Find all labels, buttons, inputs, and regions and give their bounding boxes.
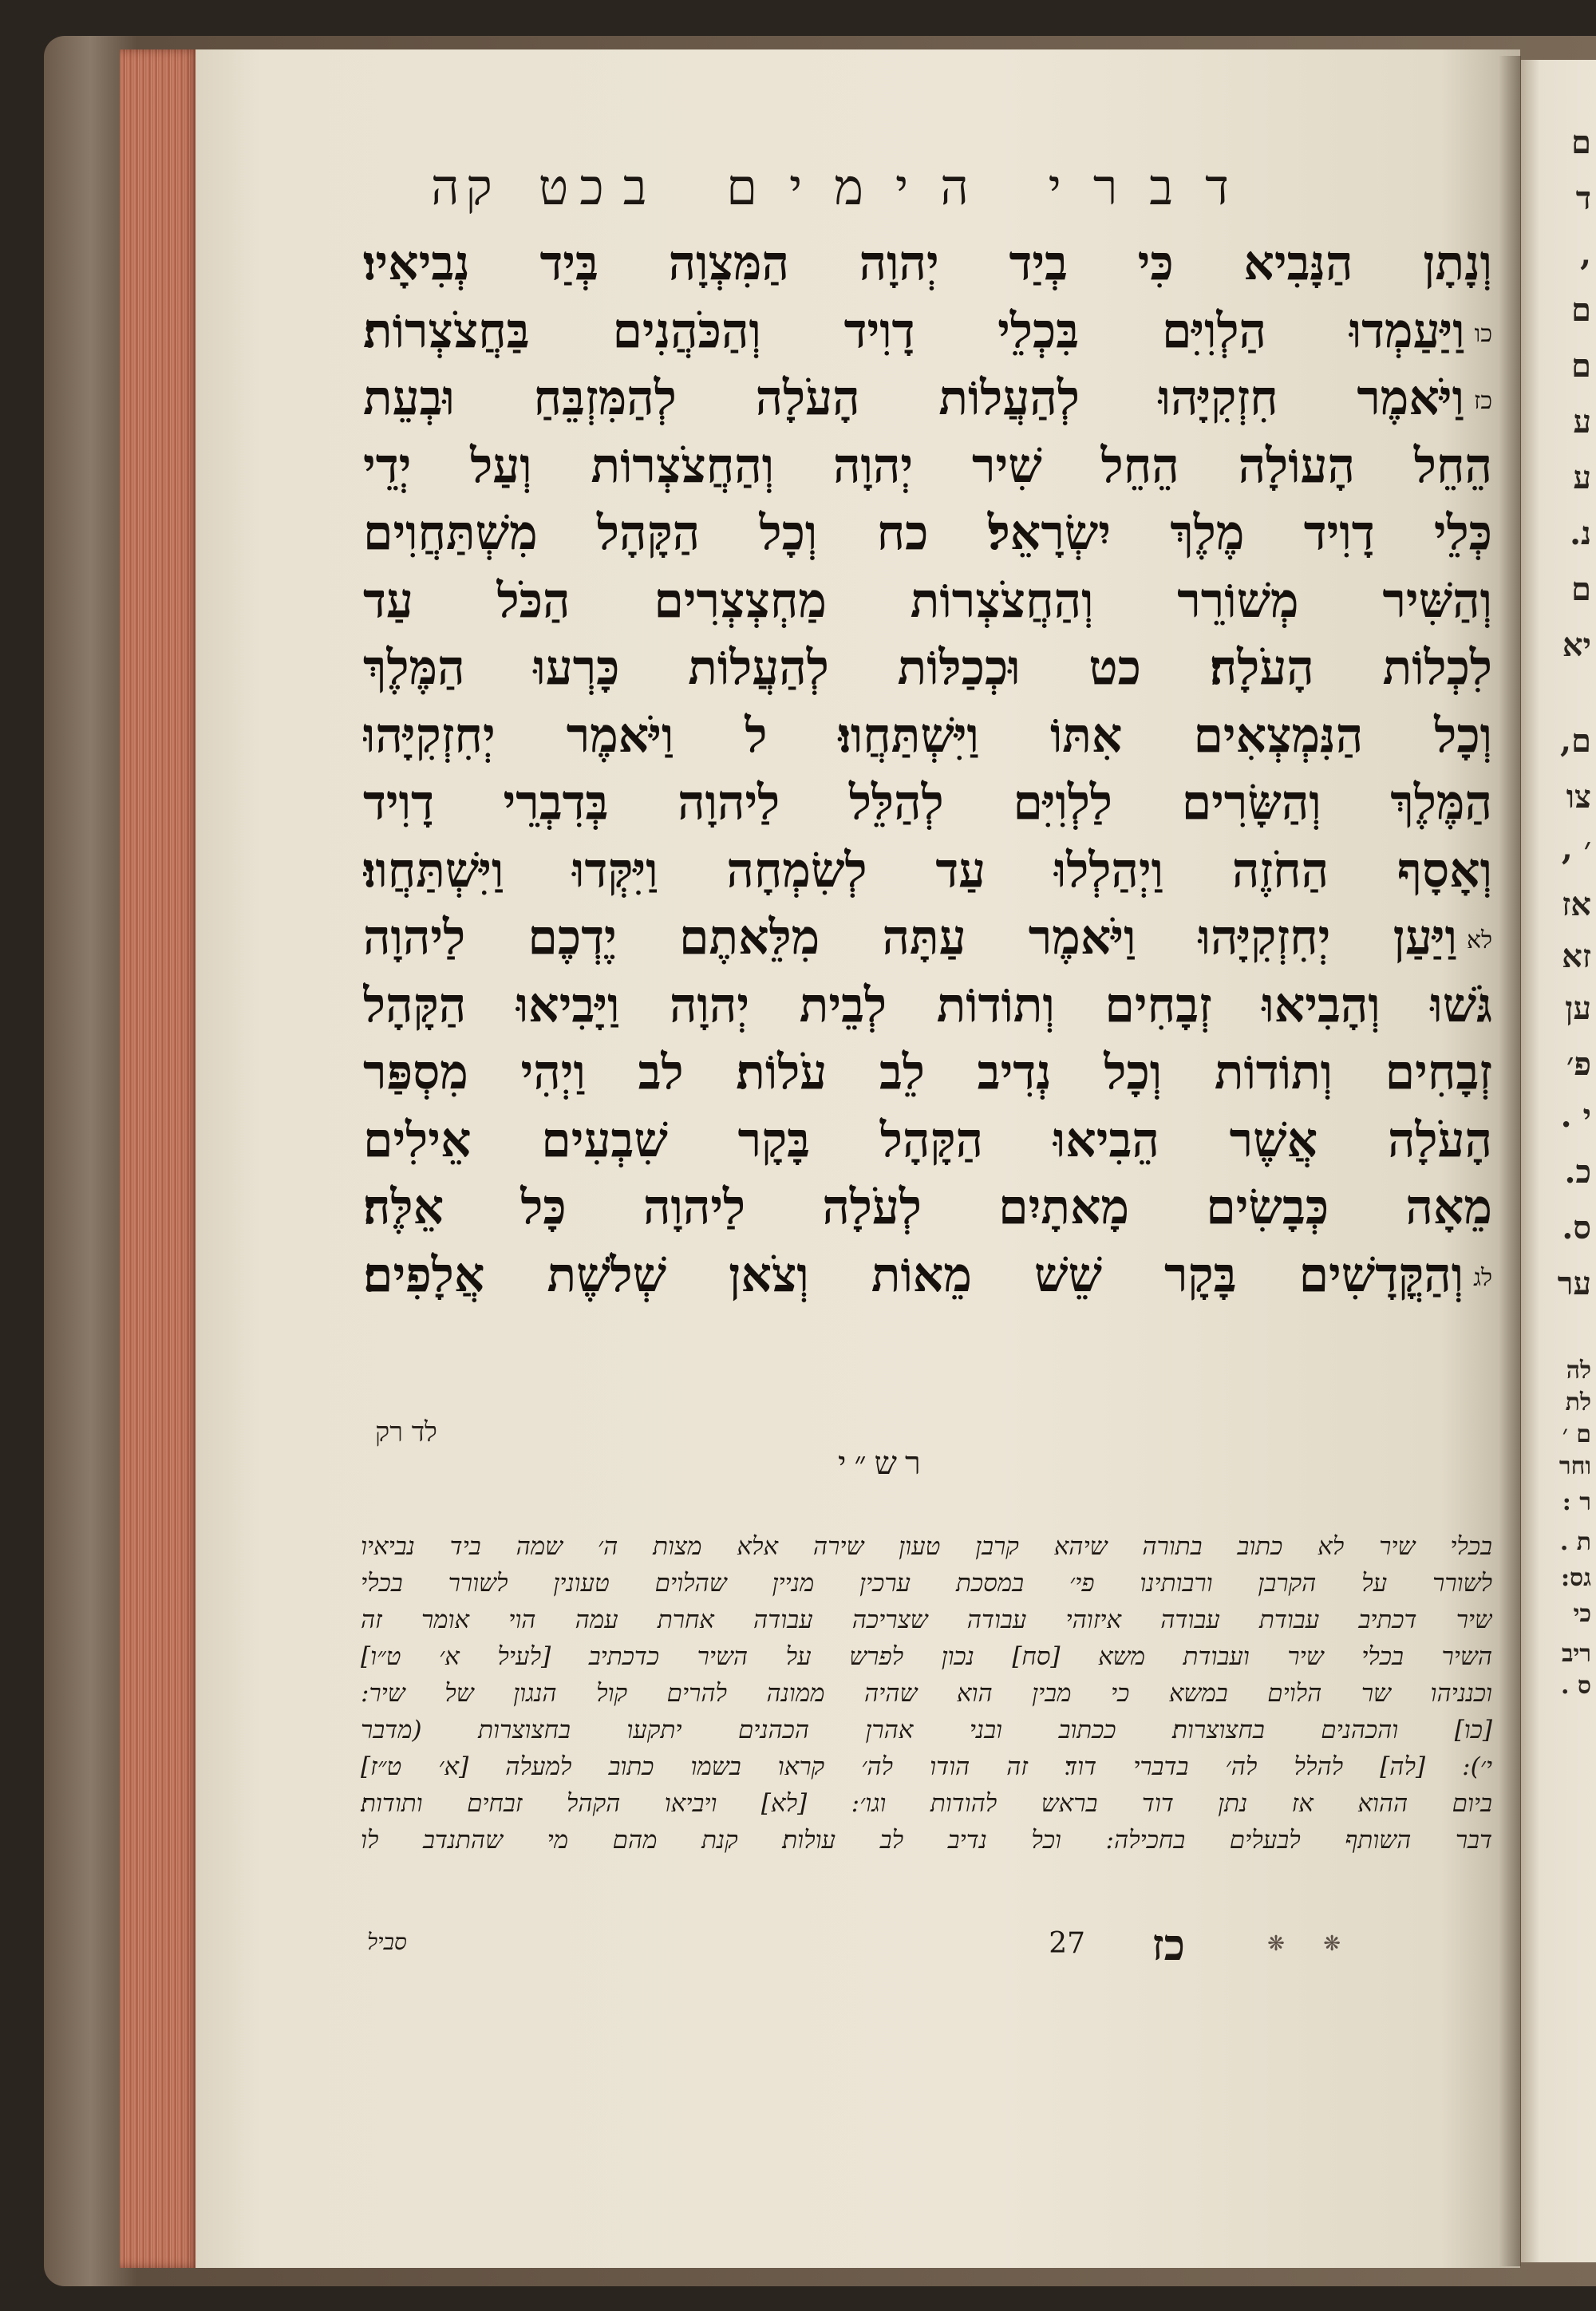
ornament-icon: ❋ ❋ xyxy=(1267,1932,1357,1956)
main-text-line xyxy=(363,634,1492,702)
verse-text: הֵחֵל הָעוֹלָה הֵחֵל שִׁיר יְהוָה וְהַחֲצֹצְרוֹת וְעַל יְדֵי xyxy=(363,437,1492,494)
adjacent-page-fragment: פ׳ xyxy=(1566,1045,1591,1083)
commentary-line: וכנניהו שר הלוים במשא כי מבין הוא שהיה ממונה להרים קול הנגון של שיר: xyxy=(361,1679,1492,1708)
verse-number: כז xyxy=(1473,387,1492,416)
verse-text: וַיֹּאמֶר חִזְקִיָּהוּ לְהַעֲלוֹת הָעֹלָה לְהַמִּזְבֵּחַ וּבְעֵת xyxy=(363,370,1464,426)
verse-text: וַיַּעַמְדוּ הַלְוִיִּם בִּכְלֵי דָוִיד וְהַכֹּהֲנִים בַּחֲצֹצְרוֹת׃ xyxy=(363,302,1465,359)
verse-text: זְבָחִים וְתוֹדוֹת וְכָל נְדִיב לֵב עֹלוֹת׃ לב וַיְהִי מִסְפַּר xyxy=(363,1045,1492,1100)
main-text-line xyxy=(363,1107,1492,1175)
main-text-line xyxy=(363,298,1492,365)
adjacent-page-fragment: אז xyxy=(1562,886,1591,923)
verse-text: מֵאָה כְּבָשִׂים מָאתָיִם לְעֹלָה לַיהוָה כָּל אֵלֶּה׃ xyxy=(363,1179,1492,1235)
main-text-line xyxy=(363,837,1492,905)
verse-text: וְהַקֳּדָשִׁים בָּקָר שֵׁשׁ מֵאוֹת וְצֹאן שְׁלֹשֶׁת אֲלָפִים׃ xyxy=(363,1246,1464,1303)
commentary-line: ביום ההוא אז נתן דוד בראש להודות וגו׳: [לא] ויביאו הקהל זבחים ותודות׃ xyxy=(361,1789,1492,1818)
commentary-heading: רש״י xyxy=(838,1445,929,1482)
adjacent-page-fragment: כ. xyxy=(1564,1153,1591,1191)
running-head xyxy=(431,152,1261,223)
verse-text: וְאָסָף הַחֹזֶה וַיְהַלְלוּ עַד לְשִׂמְחָה וַיִּקְּדוּ וַיִּשְׁתַּחֲווּ׃ xyxy=(363,842,1492,899)
verse-number: לא xyxy=(1466,926,1492,955)
verse-number: כו xyxy=(1474,319,1492,348)
adjacent-page-fragment: גס: xyxy=(1560,1564,1591,1592)
adjacent-page-fragment: ע xyxy=(1573,403,1591,440)
adjacent-page-fragment: ריב xyxy=(1561,1640,1591,1668)
commentary-line: י׳): [לה] להלל לה׳ בדברי דוד׃ זה הודו לה׳ קראו בשמו כתוב למעלה [א׳ ט״ז] xyxy=(361,1752,1492,1781)
adjacent-page xyxy=(1521,60,1596,2262)
main-text-line xyxy=(363,904,1492,972)
signature-mark: כז xyxy=(1152,1919,1185,1970)
main-text-line xyxy=(363,1174,1492,1242)
commentary-line: דבר השותף לבעלים בחכילה: וכל נדיב לב עולות׃ קנת מהם מי שהתנדב לו xyxy=(361,1826,1492,1855)
adjacent-page-fragment: ת . xyxy=(1559,1528,1591,1556)
verse-text: כְּלֵי דָוִיד מֶלֶךְ יִשְׂרָאֵל׃ כח וְכָל הַקָּהָל מִשְׁתַּחֲוִים xyxy=(363,505,1492,561)
verse-text: וְכָל הַנִּמְצְאִים אִתּוֹ וַיִּשְׁתַּחֲווּ׃ ל וַיֹּאמֶר יְחִזְקִיָּהוּ xyxy=(363,707,1492,764)
footer-line xyxy=(359,1919,1492,1970)
adjacent-page-fragment: ם xyxy=(1571,124,1591,161)
adjacent-page-fragment: ׳ , xyxy=(1561,830,1591,867)
verse-text: גֹּשׁוּ וְהָבִיאוּ זְבָחִים וְתוֹדוֹת לְבֵית יְהוָה וַיָּבִיאוּ הַקָּהָל xyxy=(363,977,1492,1033)
main-text-line xyxy=(363,1039,1492,1107)
adjacent-page-fragment: ם xyxy=(1571,291,1591,329)
adjacent-page-fragment: נ. xyxy=(1570,515,1591,552)
main-text-line xyxy=(363,433,1492,500)
adjacent-page-fragment: זא xyxy=(1562,938,1591,975)
commentary-line: השיר בכלי שיר ועבודת משא [סח] נכון לפרש על השיר כדכתיב [לעיל א׳ ט״ו] xyxy=(361,1642,1492,1671)
main-text-line xyxy=(363,972,1492,1040)
main-text-line xyxy=(363,500,1492,567)
main-text-line xyxy=(363,567,1492,635)
adjacent-page-fragment: ם xyxy=(1571,571,1591,608)
commentary-line: לשורר על הקרבן ורבותינו פי׳ במסכת ערכין מניין שהלוים טעונין לשורר בכלי xyxy=(361,1569,1492,1598)
adjacent-page-fragment: ס. xyxy=(1562,1209,1591,1246)
main-text-line xyxy=(363,230,1492,298)
adjacent-page-fragment: ד xyxy=(1575,180,1591,217)
adjacent-page-fragment: יא xyxy=(1562,626,1591,664)
commentary-line: בכלי שיר לא כתוב בתורה שיהא קרבן טעון שירה אלא מצות ה׳ שמה ביד נביאיו xyxy=(361,1532,1492,1561)
commentary-line: [כו] והכהנים בחצוצרות׃ ככתוב ובני אהרן הכהנים יתקעו בחצוצרות (מדבר xyxy=(361,1716,1492,1744)
catchword: לד רק xyxy=(375,1416,437,1448)
signature-number: 27 xyxy=(1049,1927,1085,1960)
adjacent-page-fragment: ער xyxy=(1557,1265,1591,1302)
main-text-block xyxy=(363,230,1492,1309)
adjacent-page-fragment: ם xyxy=(1571,347,1591,385)
adjacent-page-fragment: לת xyxy=(1565,1389,1591,1416)
bottom-catchword: סביל xyxy=(367,1929,407,1955)
running-title: דברי הימים ב xyxy=(622,158,1261,216)
adjacent-page-fragment: , xyxy=(1580,235,1591,273)
page-gutter xyxy=(1499,56,1521,2266)
adjacent-page-fragment: י . xyxy=(1560,1097,1591,1135)
adjacent-page-fragment: צו xyxy=(1566,778,1591,816)
verse-text: הַמֶּלֶךְ וְהַשָּׂרִים לַלְוִיִּם לְהַלֵּל לַיהוָה בְּדִבְרֵי דָוִיד xyxy=(363,775,1492,831)
adjacent-page-fragment: לה xyxy=(1566,1357,1591,1385)
adjacent-page-fragment: ע xyxy=(1573,459,1591,496)
verse-text: וְהַשִּׁיר מְשׁוֹרֵר וְהַחֲצֹצְרוֹת מַחְצְצְרִים הַכֹּל עַד xyxy=(363,572,1492,629)
page-edges xyxy=(120,49,200,2268)
adjacent-page-fragment: ר : xyxy=(1562,1488,1591,1516)
adjacent-page-fragment: ם, xyxy=(1560,722,1591,760)
adjacent-page-fragment: ען xyxy=(1565,990,1591,1027)
verse-text: הָעֹלָה אֲשֶׁר הֵבִיאוּ הַקָּהָל בָּקָר שִׁבְעִים אֵילִים xyxy=(363,1112,1492,1168)
commentary-block xyxy=(361,1528,1492,1859)
running-chapter: כט xyxy=(538,158,615,216)
folio-number: קה xyxy=(431,158,499,216)
commentary-line: שיר דכתיב עבודת עבודה איזוהי עבודה שצריכה עבודה אחרת עמה הוי אומר זה xyxy=(361,1606,1492,1634)
verse-number: לג xyxy=(1473,1263,1492,1292)
adjacent-page-fragment: כי xyxy=(1573,1600,1591,1628)
verse-text: וְנָתָן הַנָּבִיא כִּי בְיַד יְהוָה הַמִּצְוָה בְּיַד נְבִיאָיו׃ xyxy=(363,235,1492,291)
adjacent-page-fragment: ם ׳ xyxy=(1562,1420,1591,1448)
main-text-line xyxy=(363,1242,1492,1310)
adjacent-page-fragment: וחר xyxy=(1558,1452,1591,1480)
verse-text: וַיַּעַן יְחִזְקִיָּהוּ וַיֹּאמֶר עַתָּה מִלֵּאתֶם יֶדְכֶם לַיהוָה xyxy=(363,910,1457,966)
verse-text: לִכְלוֹת הָעֹלָה׃ כט וּכְכַלּוֹת לְהַעֲלוֹת כָּרְעוּ הַמֶּלֶךְ xyxy=(363,640,1492,696)
main-text-line xyxy=(363,365,1492,433)
main-text-line xyxy=(363,769,1492,837)
adjacent-page-fragment: ס . xyxy=(1561,1672,1591,1700)
main-text-line xyxy=(363,702,1492,770)
